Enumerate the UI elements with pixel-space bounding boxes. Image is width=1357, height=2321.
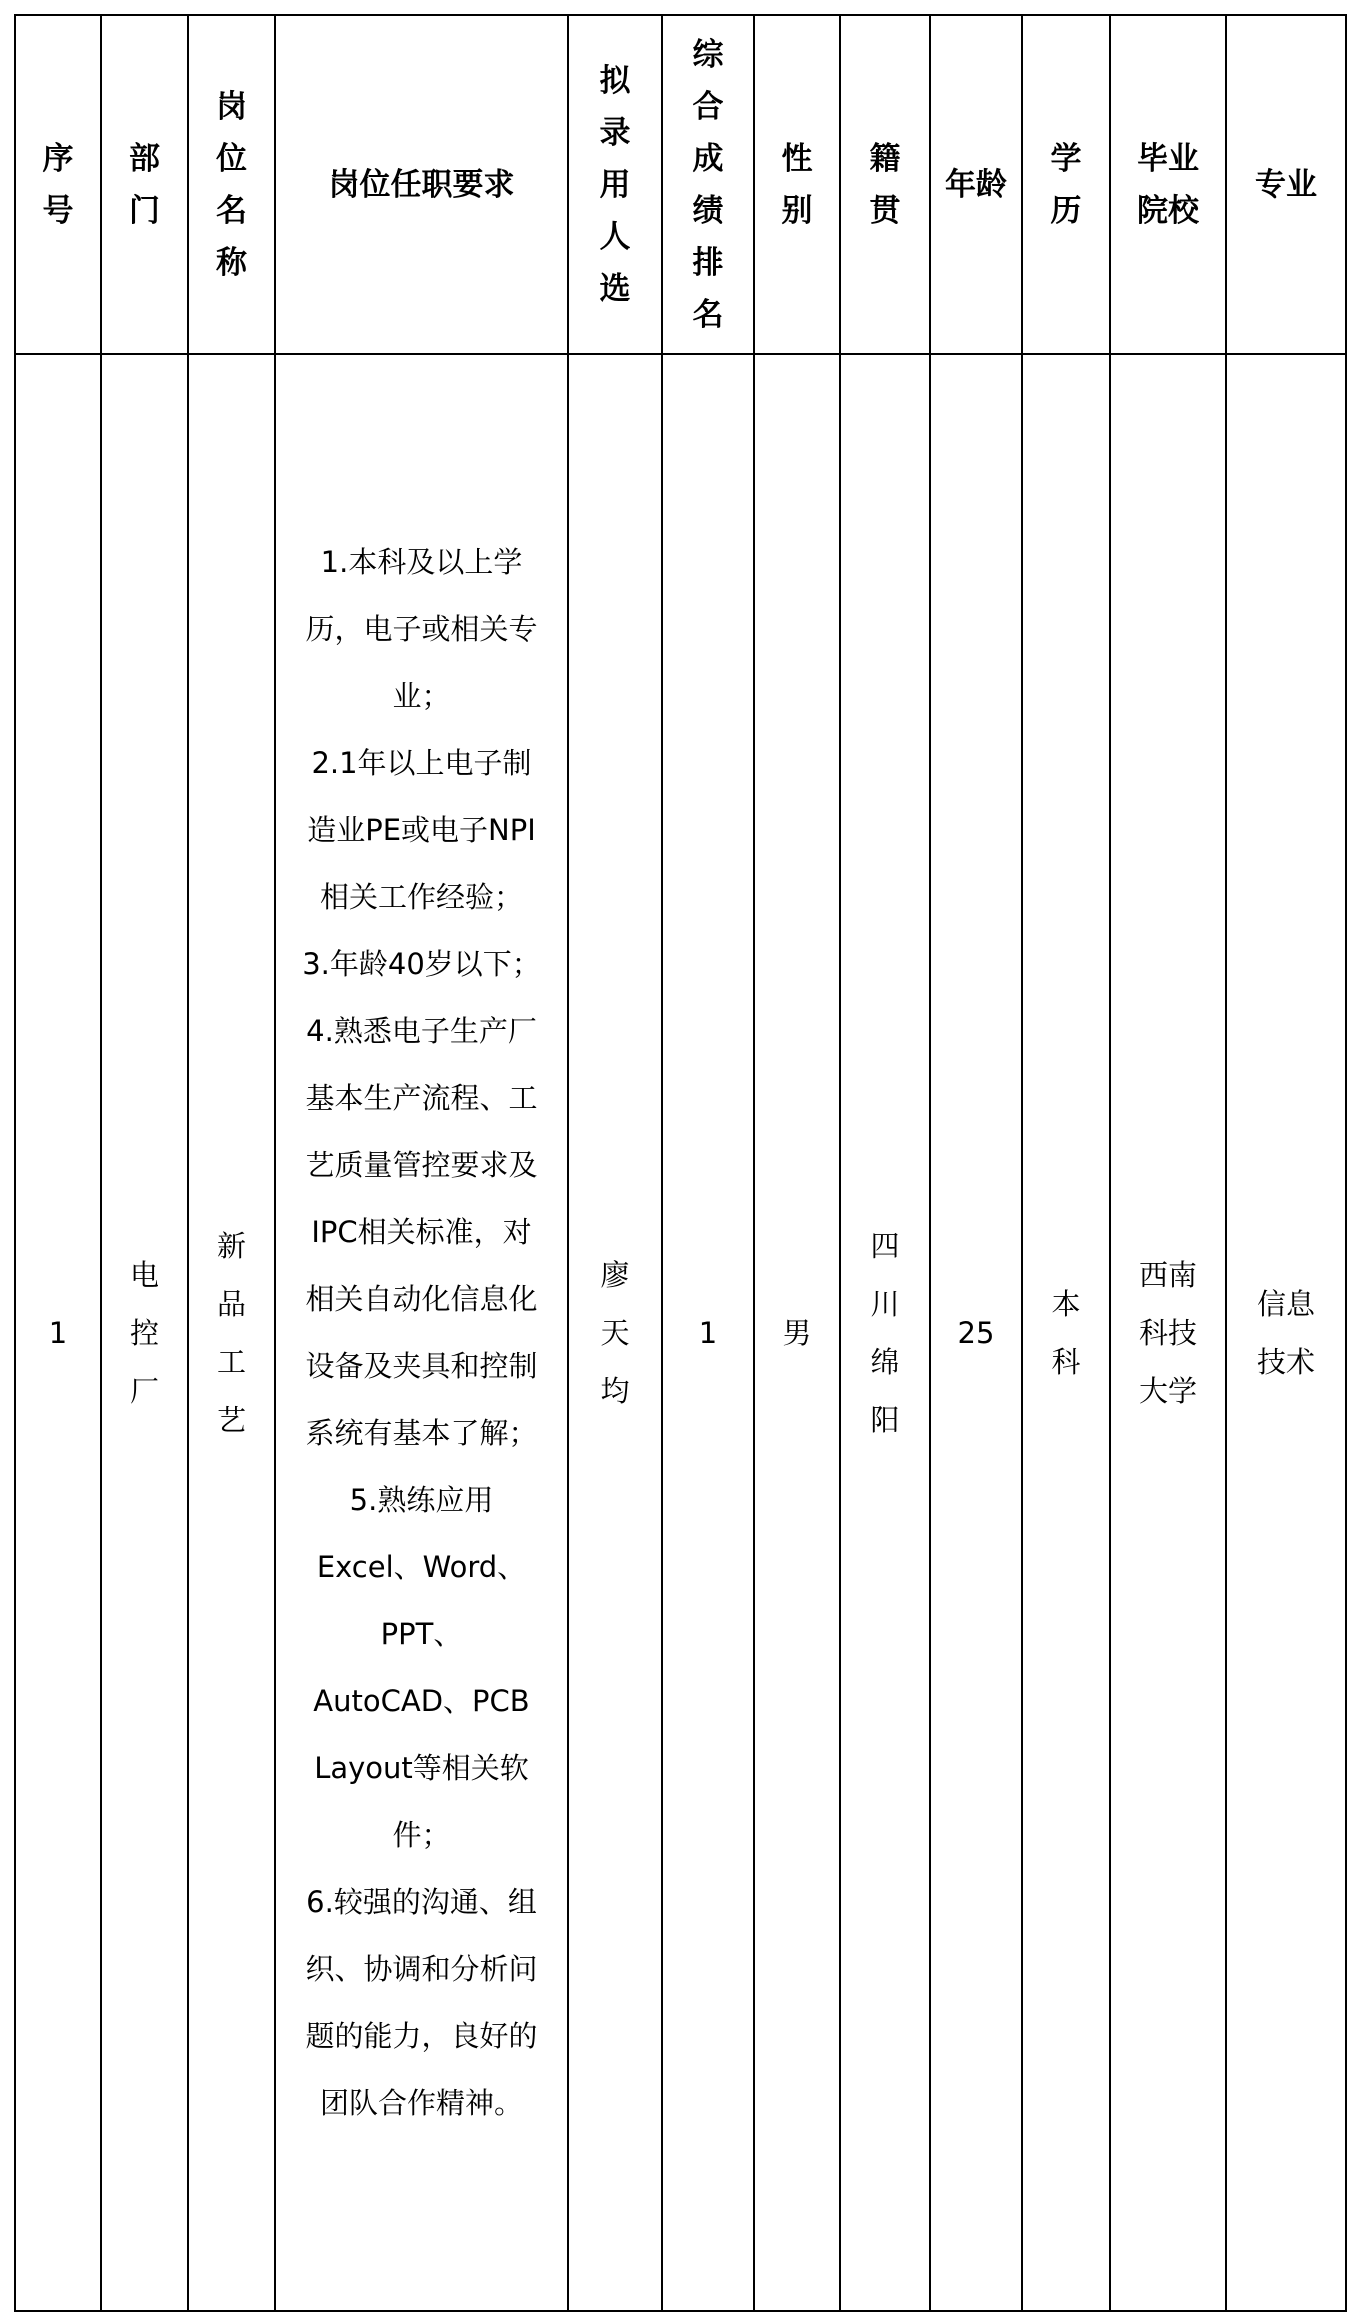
cell-requirements [275, 354, 568, 2311]
header-cell-major: 专业 [1226, 15, 1346, 354]
requirement-line: 历，电子或相关专 [305, 611, 538, 646]
requirement-line: 4.熟悉电子生产厂 [306, 1013, 537, 1048]
header-cell-education: 学历 [1022, 15, 1110, 354]
requirement-line: 相关工作经验； [319, 879, 523, 914]
cell-school: 西南科技大学 [1110, 354, 1226, 2311]
requirement-line: 1.本科及以上学 [320, 544, 523, 579]
header-cell-origin: 籍贯 [840, 15, 930, 354]
requirement-line: 织、协调和分析问 [305, 1951, 538, 1986]
header-cell-requirements: 岗位任职要求 [275, 15, 568, 354]
requirement-line: 造业PE或电子NPI [307, 812, 536, 847]
cell-age: 25 [930, 354, 1022, 2311]
requirement-line: 5.熟练应用 [349, 1482, 494, 1517]
cell-position: 新品工艺 [188, 354, 275, 2311]
requirement-line: Layout等相关软 [314, 1750, 529, 1785]
header-cell-age: 年龄 [930, 15, 1022, 354]
announcement-table [14, 14, 1347, 2312]
requirement-line: 系统有基本了解； [305, 1415, 538, 1450]
header-cell-rank: 综合成绩排名 [662, 15, 754, 354]
header-cell-school: 毕业院校 [1110, 15, 1226, 354]
header-row [15, 15, 1346, 354]
requirement-line: 2.1年以上电子制 [311, 745, 532, 780]
header-cell-position: 岗位名称 [188, 15, 275, 354]
cell-origin: 四川绵阳 [840, 354, 930, 2311]
requirement-line: PPT、 [380, 1616, 463, 1651]
requirement-line: 6.较强的沟通、组 [306, 1884, 537, 1919]
header-cell-no: 序号 [15, 15, 101, 354]
requirement-line: 题的能力，良好的 [305, 2018, 538, 2053]
cell-gender: 男 [754, 354, 840, 2311]
table-row [15, 354, 1346, 2311]
cell-education: 本科 [1022, 354, 1110, 2311]
cell-dept: 电控厂 [101, 354, 188, 2311]
requirement-line: 相关自动化信息化 [305, 1281, 538, 1316]
header-cell-gender: 性别 [754, 15, 840, 354]
header-cell-candidate: 拟录用人选 [568, 15, 662, 354]
requirement-line: 3.年龄40岁以下； [302, 946, 541, 981]
requirement-line: 设备及夹具和控制 [305, 1348, 538, 1383]
cell-candidate: 廖天均 [568, 354, 662, 2311]
requirement-line: 基本生产流程、工 [305, 1080, 538, 1115]
requirement-line: AutoCAD、PCB [313, 1683, 530, 1718]
requirement-line: 团队合作精神。 [319, 2085, 523, 2120]
requirement-line: Excel、Word、 [316, 1549, 527, 1584]
cell-major: 信息技术 [1226, 354, 1346, 2311]
requirement-line: 艺质量管控要求及 [305, 1147, 538, 1182]
requirement-line: 业； [392, 678, 451, 713]
header-cell-dept: 部门 [101, 15, 188, 354]
requirement-line: 件； [392, 1817, 451, 1852]
cell-no: 1 [15, 354, 101, 2311]
cell-rank: 1 [662, 354, 754, 2311]
requirement-line: IPC相关标准，对 [311, 1214, 532, 1249]
